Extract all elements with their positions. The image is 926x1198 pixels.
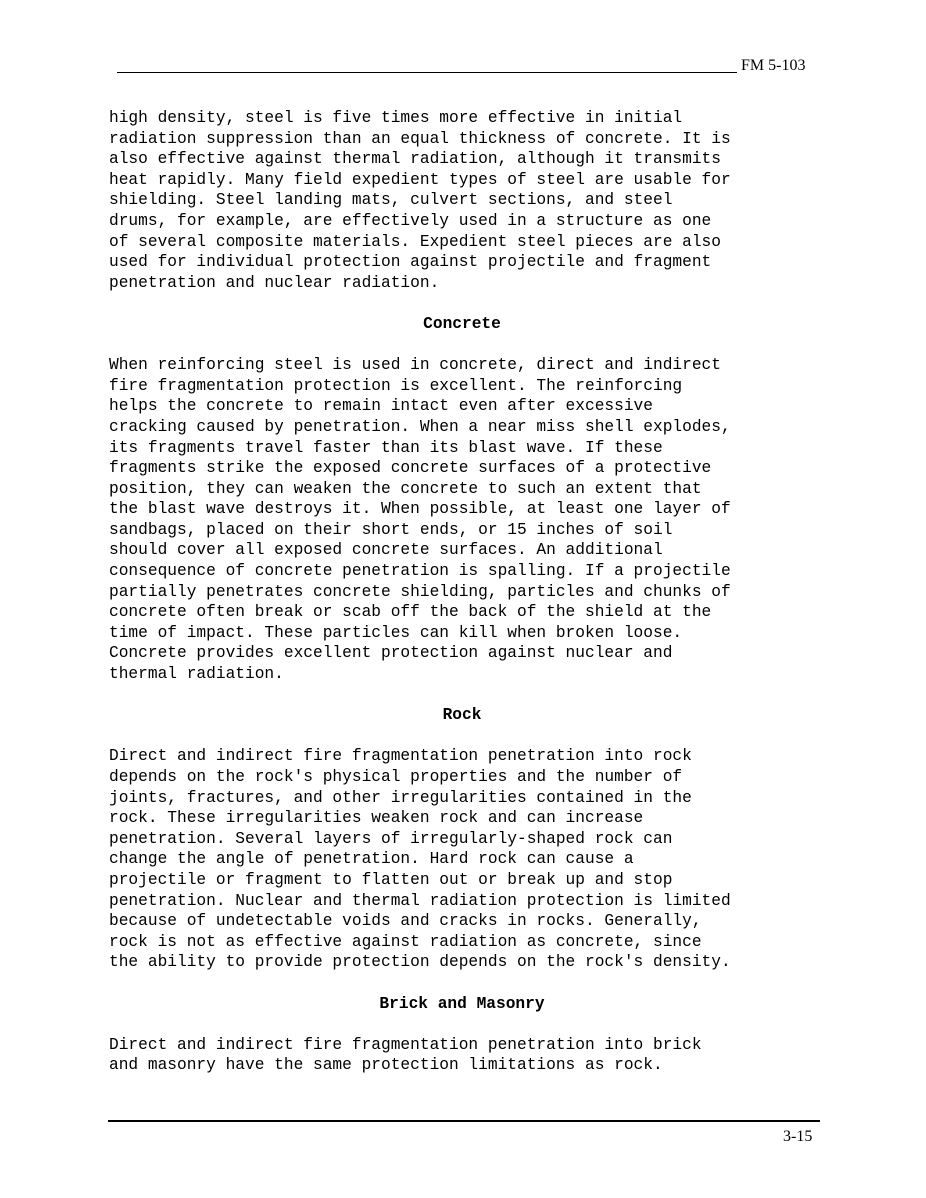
- section-heading-concrete: Concrete: [423, 314, 501, 333]
- text-line: thermal radiation.: [109, 665, 284, 684]
- text-line: partially penetrates concrete shielding, particles and chunks of: [109, 582, 731, 601]
- section-heading-rock: Rock: [442, 706, 482, 725]
- text-line: should cover all exposed concrete surfaces. An additional: [109, 541, 663, 560]
- text-line: sandbags, placed on their short ends, or 15 inches of soil: [109, 520, 673, 539]
- text-line: change the angle of penetration. Hard rock can cause a: [109, 850, 634, 869]
- text-line: rock. These irregularities weaken rock and can increase: [109, 809, 644, 828]
- text-line: shielding. Steel landing mats, culvert sections, and steel: [109, 191, 673, 210]
- text-line: projectile or fragment to flatten out or break up and stop: [109, 870, 673, 889]
- text-line: rock is not as effective against radiation as concrete, since: [109, 932, 702, 951]
- text-line: helps the concrete to remain intact even after excessive: [109, 397, 653, 416]
- text-line: concrete often break or scab off the back of the shield at the: [109, 603, 712, 622]
- text-line: drums, for example, are effectively used in a structure as one: [109, 211, 712, 230]
- text-line: fragments strike the exposed concrete surfaces of a protective: [109, 459, 712, 478]
- text-line: cracking caused by penetration. When a near miss shell explodes,: [109, 417, 731, 436]
- document-code: FM 5-103: [741, 57, 806, 74]
- text-line: joints, fractures, and other irregularities contained in the: [109, 788, 692, 807]
- text-line: used for individual protection against projectile and fragment: [109, 253, 712, 272]
- text-line: and masonry have the same protection limitations as rock.: [109, 1056, 663, 1075]
- text-line: time of impact. These particles can kill when broken loose.: [109, 623, 683, 642]
- text-line: Direct and indirect fire fragmentation penetration into rock: [109, 747, 692, 766]
- text-line: penetration and nuclear radiation.: [109, 273, 440, 292]
- text-line: because of undetectable voids and cracks in rocks. Generally,: [109, 912, 702, 931]
- text-line: When reinforcing steel is used in concrete, direct and indirect: [109, 356, 721, 375]
- text-line: of several composite materials. Expedient steel pieces are also: [109, 232, 721, 251]
- section-heading-brick-and-masonry: Brick and Masonry: [379, 994, 545, 1013]
- page-number: 3-15: [783, 1128, 813, 1145]
- text-line: radiation suppression than an equal thickness of concrete. It is: [109, 129, 731, 148]
- text-line: Direct and indirect fire fragmentation penetration into brick: [109, 1035, 702, 1054]
- text-line: depends on the rock's physical properties and the number of: [109, 768, 683, 786]
- paragraph-brick-and-masonry: [109, 1035, 829, 1076]
- text-line: heat rapidly. Many field expedient types of steel are usable for: [109, 170, 731, 189]
- text-line: consequence of concrete penetration is spalling. If a projectile: [109, 562, 731, 581]
- document-body: [109, 108, 829, 1076]
- text-line: high density, steel is five times more effective in initial: [109, 109, 683, 127]
- footer-rule: [108, 1120, 820, 1122]
- paragraph-concrete: [109, 355, 829, 685]
- text-line: also effective against thermal radiation, although it transmits: [109, 150, 721, 169]
- text-line: penetration. Nuclear and thermal radiation protection is limited: [109, 891, 731, 910]
- text-line: its fragments travel faster than its blast wave. If these: [109, 438, 663, 457]
- text-line: the ability to provide protection depends on the rock's density.: [109, 953, 731, 972]
- text-line: the blast wave destroys it. When possible, at least one layer of: [109, 500, 731, 519]
- text-line: fire fragmentation protection is excellent. The reinforcing: [109, 376, 683, 395]
- text-line: Concrete provides excellent protection against nuclear and: [109, 644, 673, 663]
- paragraph-steel: [109, 108, 829, 293]
- text-line: penetration. Several layers of irregularly-shaped rock can: [109, 829, 673, 848]
- text-line: position, they can weaken the concrete to such an extent that: [109, 479, 702, 498]
- paragraph-rock: [109, 746, 829, 973]
- header-rule: [117, 72, 737, 73]
